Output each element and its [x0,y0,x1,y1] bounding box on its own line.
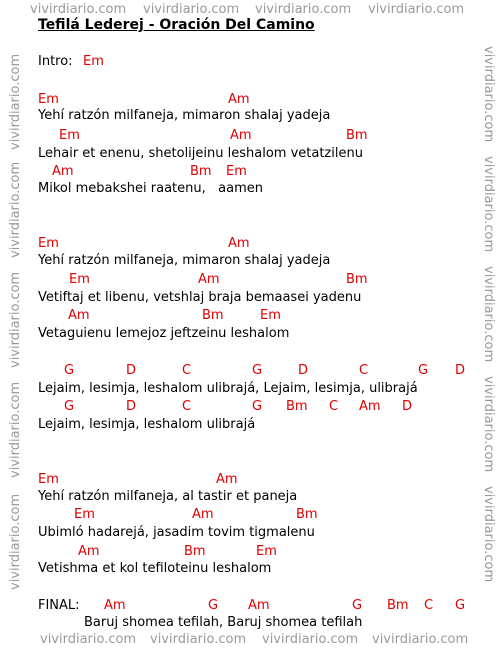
chord: G [352,598,363,613]
watermark-top-1: vivirdiario.com [30,2,127,17]
watermark-bottom-2: vivirdiario.com [150,632,247,647]
lyric-line: Vetiftaj et libenu, vetshlaj braja bemaasei yadenu [38,290,362,305]
final-label: FINAL: [38,598,80,613]
lyric-line: Vetaguienu lemejoz jeftzeinu leshalom [38,326,290,341]
chord: G [455,598,466,613]
chord: Am [228,92,250,107]
chord: Am [104,598,126,613]
chord: Am [359,399,381,414]
lyric-line: Yehí ratzón milfaneja, mimaron shalaj yadeja [38,253,331,268]
chord: Em [74,507,95,522]
chord: Em [83,54,104,69]
watermark-right-4: vivirdiario.com [481,376,496,473]
lyric-line: Lejaim, lesimja, leshalom ulibrajá [38,417,256,432]
song-title: Tefilá Lederej - Oración Del Camino [38,17,315,33]
chord: Bm [286,399,308,414]
chord: Bm [296,507,318,522]
lyric-line: Mikol mebakshei raatenu, aamen [38,181,263,196]
watermark-right-2: vivirdiario.com [481,156,496,253]
watermark-left-1: vivirdiario.com [8,53,23,150]
chord: Bm [190,164,212,179]
lyric-line: Vetishma et kol tefiloteinu leshalom [38,561,272,576]
watermark-right-5: vivirdiario.com [481,486,496,583]
chord: Am [248,598,270,613]
chord: D [126,399,137,414]
chord: Em [38,472,59,487]
chord: C [182,363,192,378]
chord: Em [59,128,80,143]
watermark-top-3: vivirdiario.com [255,2,352,17]
chord: C [329,399,339,414]
watermark-right-3: vivirdiario.com [481,266,496,363]
chord: Am [198,272,220,287]
chord: Bm [184,544,206,559]
chord: Bm [387,598,409,613]
chord: Em [226,164,247,179]
chord: D [455,363,466,378]
chord: Em [256,544,277,559]
chord: Em [38,92,59,107]
chord: Bm [346,128,368,143]
watermark-bottom-3: vivirdiario.com [262,632,359,647]
watermark-left-3: vivirdiario.com [8,271,23,368]
chord: D [402,399,413,414]
chord: Am [228,236,250,251]
chord: G [208,598,219,613]
chord: C [182,399,192,414]
watermark-bottom-4: vivirdiario.com [372,632,469,647]
lyric-line: Lehair et enenu, shetolijeinu leshalom vetatzilenu [38,146,363,161]
watermark-bottom-1: vivirdiario.com [40,632,137,647]
chord: Em [260,308,281,323]
lyric-line: Ubimló hadarejá, jasadim tovim tigmalenu [38,525,315,540]
watermark-top-2: vivirdiario.com [143,2,240,17]
lyric-line: Lejaim, lesimja, leshalom ulibrajá, Lejaim, lesimja, ulibrajá [38,381,418,396]
watermark-top-4: vivirdiario.com [368,2,465,17]
chord: Am [216,472,238,487]
intro-label: Intro: [38,54,73,69]
chord: Bm [346,272,368,287]
chord: G [252,363,263,378]
watermark-left-2: vivirdiario.com [8,161,23,258]
chord: G [418,363,429,378]
lyric-line: Yehí ratzón milfaneja, al tastir et paneja [38,489,298,504]
chord: Am [68,308,90,323]
chord: G [252,399,263,414]
watermark-right-1: vivirdiario.com [481,46,496,143]
chord: G [64,363,75,378]
chord: Am [192,507,214,522]
chord: C [424,598,434,613]
chord: D [126,363,137,378]
chord: Am [230,128,252,143]
chord: Am [52,164,74,179]
watermark-left-5: vivirdiario.com [8,493,23,590]
lyric-line: Yehí ratzón milfaneja, mimaron shalaj yadeja [38,108,331,123]
chord: Bm [202,308,224,323]
chord: Am [78,544,100,559]
chord: Em [69,272,90,287]
lyric-line: Baruj shomea tefilah, Baruj shomea tefilah [84,615,363,630]
chord: C [359,363,369,378]
chord: Em [38,236,59,251]
watermark-left-4: vivirdiario.com [8,381,23,478]
chord: G [64,399,75,414]
chord: D [298,363,309,378]
